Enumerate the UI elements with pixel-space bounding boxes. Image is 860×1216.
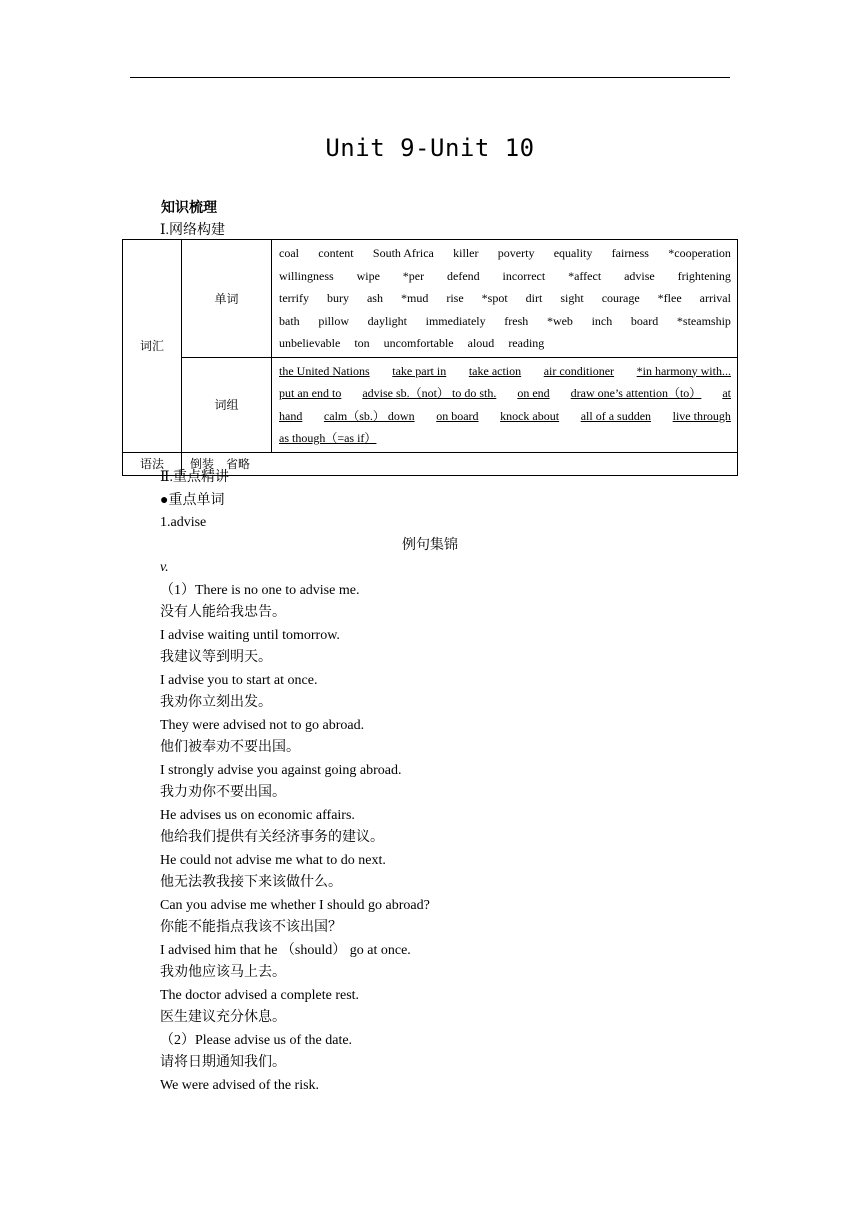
vocab-phrase: take action: [468, 363, 522, 378]
vocab-phrase: calm（sb.） down: [323, 408, 415, 423]
example-line: I strongly advise you against going abroad.: [160, 762, 402, 778]
vocab-word: sight: [560, 291, 584, 305]
category-vocabulary: 词汇: [123, 240, 182, 453]
vocab-word: ash: [366, 291, 383, 305]
phrase-row: [279, 360, 731, 383]
subsection-network: Ⅰ.网络构建: [160, 223, 226, 238]
vocab-word: *steamship: [676, 313, 731, 328]
vocab-word: rise: [446, 291, 464, 305]
vocab-word: dirt: [525, 291, 543, 305]
example-line: I advised him that he （should） go at once.: [160, 942, 411, 958]
vocab-word: bury: [326, 291, 349, 305]
phrase-row: [279, 405, 731, 428]
item-heading: 1.advise: [160, 515, 207, 530]
example-line: I advise waiting until tomorrow.: [160, 627, 340, 643]
example-line: 我力劝你不要出国。: [160, 785, 286, 800]
label-phrases: 词组: [182, 357, 272, 452]
vocab-phrase: take part in: [392, 363, 447, 378]
phrases-cell: [272, 357, 738, 452]
example-line: I advise you to start at once.: [160, 672, 318, 688]
vocabulary-table: [122, 239, 738, 476]
vocab-word: immediately: [425, 313, 486, 328]
vocab-word: reading: [508, 336, 545, 350]
example-line: 我劝他应该马上去。: [160, 965, 286, 980]
vocab-word: South Africa: [372, 246, 434, 260]
vocab-word: *cooperation: [668, 246, 731, 260]
vocab-word: ton: [354, 336, 370, 350]
vocab-word: pillow: [318, 313, 349, 328]
vocab-phrase: knock about: [500, 408, 560, 423]
vocab-word: uncomfortable: [383, 336, 454, 350]
word-row: [279, 310, 731, 333]
words-cell: [272, 240, 738, 358]
vocab-phrase: the United Nations: [279, 363, 370, 378]
vocab-word: frightening: [677, 268, 731, 283]
header-rule: [130, 77, 730, 78]
vocab-phrase: draw one’s attention（to）: [570, 386, 702, 400]
example-lines: [160, 580, 760, 1098]
vocab-word: content: [318, 246, 354, 260]
example-line: The doctor advised a complete rest.: [160, 987, 360, 1003]
vocab-phrase: as though（=as if）: [279, 431, 377, 445]
example-line: 医生建议充分休息。: [160, 1010, 286, 1025]
vocab-word: board: [630, 313, 659, 328]
vocab-phrase: *in harmony with...: [636, 363, 731, 378]
vocab-phrase: hand: [279, 408, 303, 423]
vocab-word: *web: [546, 313, 573, 328]
vocab-phrase: at: [722, 386, 731, 400]
vocab-phrase: advise sb.（not） to do sth.: [362, 386, 497, 400]
vocab-phrase: on board: [436, 408, 479, 423]
example-line: Can you advise me whether I should go abroad?: [160, 897, 430, 913]
part-of-speech: v.: [160, 560, 169, 575]
vocab-word: inch: [591, 313, 613, 328]
example-line: （2）Please advise us of the date.: [160, 1032, 353, 1048]
example-line: He advises us on economic affairs.: [160, 807, 355, 823]
example-line: 他给我们提供有关经济事务的建议。: [160, 830, 384, 845]
vocab-word: wipe: [356, 268, 380, 283]
label-words: 单词: [182, 240, 272, 358]
vocab-phrase: on end: [517, 386, 550, 400]
vocab-word: fresh: [504, 313, 529, 328]
vocab-phrase: put an end to: [279, 386, 342, 400]
grammar-item: 倒装: [190, 457, 215, 471]
example-line: 他无法教我接下来该做什么。: [160, 875, 342, 890]
example-line: 请将日期通知我们。: [160, 1055, 286, 1070]
vocab-word: defend: [447, 268, 480, 283]
example-line: We were advised of the risk.: [160, 1077, 320, 1093]
vocab-word: fairness: [611, 246, 649, 260]
category-grammar: 语法: [123, 452, 182, 475]
vocab-word: daylight: [367, 313, 407, 328]
page-title: Unit 9-Unit 10: [325, 134, 535, 162]
vocab-word: poverty: [497, 246, 535, 260]
subsection-key-points: Ⅱ.重点精讲: [160, 470, 230, 485]
word-row: [279, 265, 731, 288]
section-heading: 知识梳理: [161, 201, 217, 216]
vocab-phrase: all of a sudden: [580, 408, 652, 423]
example-line: 我劝你立刻出发。: [160, 695, 272, 710]
vocab-word: bath: [279, 313, 300, 328]
vocab-phrase: air conditioner: [543, 363, 615, 378]
vocab-word: *flee: [657, 291, 682, 305]
vocab-word: *spot: [481, 291, 508, 305]
body-text: [160, 467, 760, 1097]
vocab-word: arrival: [699, 291, 731, 305]
vocab-word: advise: [624, 268, 655, 283]
vocab-word: *per: [402, 268, 425, 283]
examples-title: 例句集锦: [402, 537, 458, 553]
vocab-word: coal: [279, 246, 299, 260]
example-line: 没有人能给我忠告。: [160, 605, 286, 620]
word-row: [279, 287, 731, 310]
vocab-word: *mud: [400, 291, 429, 305]
example-line: 我建议等到明天。: [160, 650, 272, 665]
vocab-word: terrify: [279, 291, 309, 305]
vocab-word: willingness: [279, 268, 334, 283]
example-line: 他们被奉劝不要出国。: [160, 740, 300, 755]
vocab-word: equality: [553, 246, 593, 260]
key-words-heading: ●重点单词: [160, 492, 225, 508]
vocab-word: courage: [601, 291, 640, 305]
example-line: He could not advise me what to do next.: [160, 852, 386, 868]
vocab-word: killer: [453, 246, 479, 260]
vocab-phrase: live through: [672, 408, 731, 423]
word-row: [279, 332, 731, 355]
word-row: [279, 242, 731, 265]
phrase-row: [279, 382, 731, 405]
example-line: 你能不能指点我该不该出国？: [160, 920, 342, 935]
example-line: （1）There is no one to advise me.: [160, 582, 360, 598]
vocab-word: incorrect: [502, 268, 546, 283]
grammar-item: 省略: [226, 457, 251, 471]
example-line: They were advised not to go abroad.: [160, 717, 365, 733]
vocab-word: *affect: [568, 268, 602, 283]
vocab-word: aloud: [467, 336, 495, 350]
phrase-row: [279, 427, 731, 450]
vocab-word: unbelievable: [279, 336, 341, 350]
